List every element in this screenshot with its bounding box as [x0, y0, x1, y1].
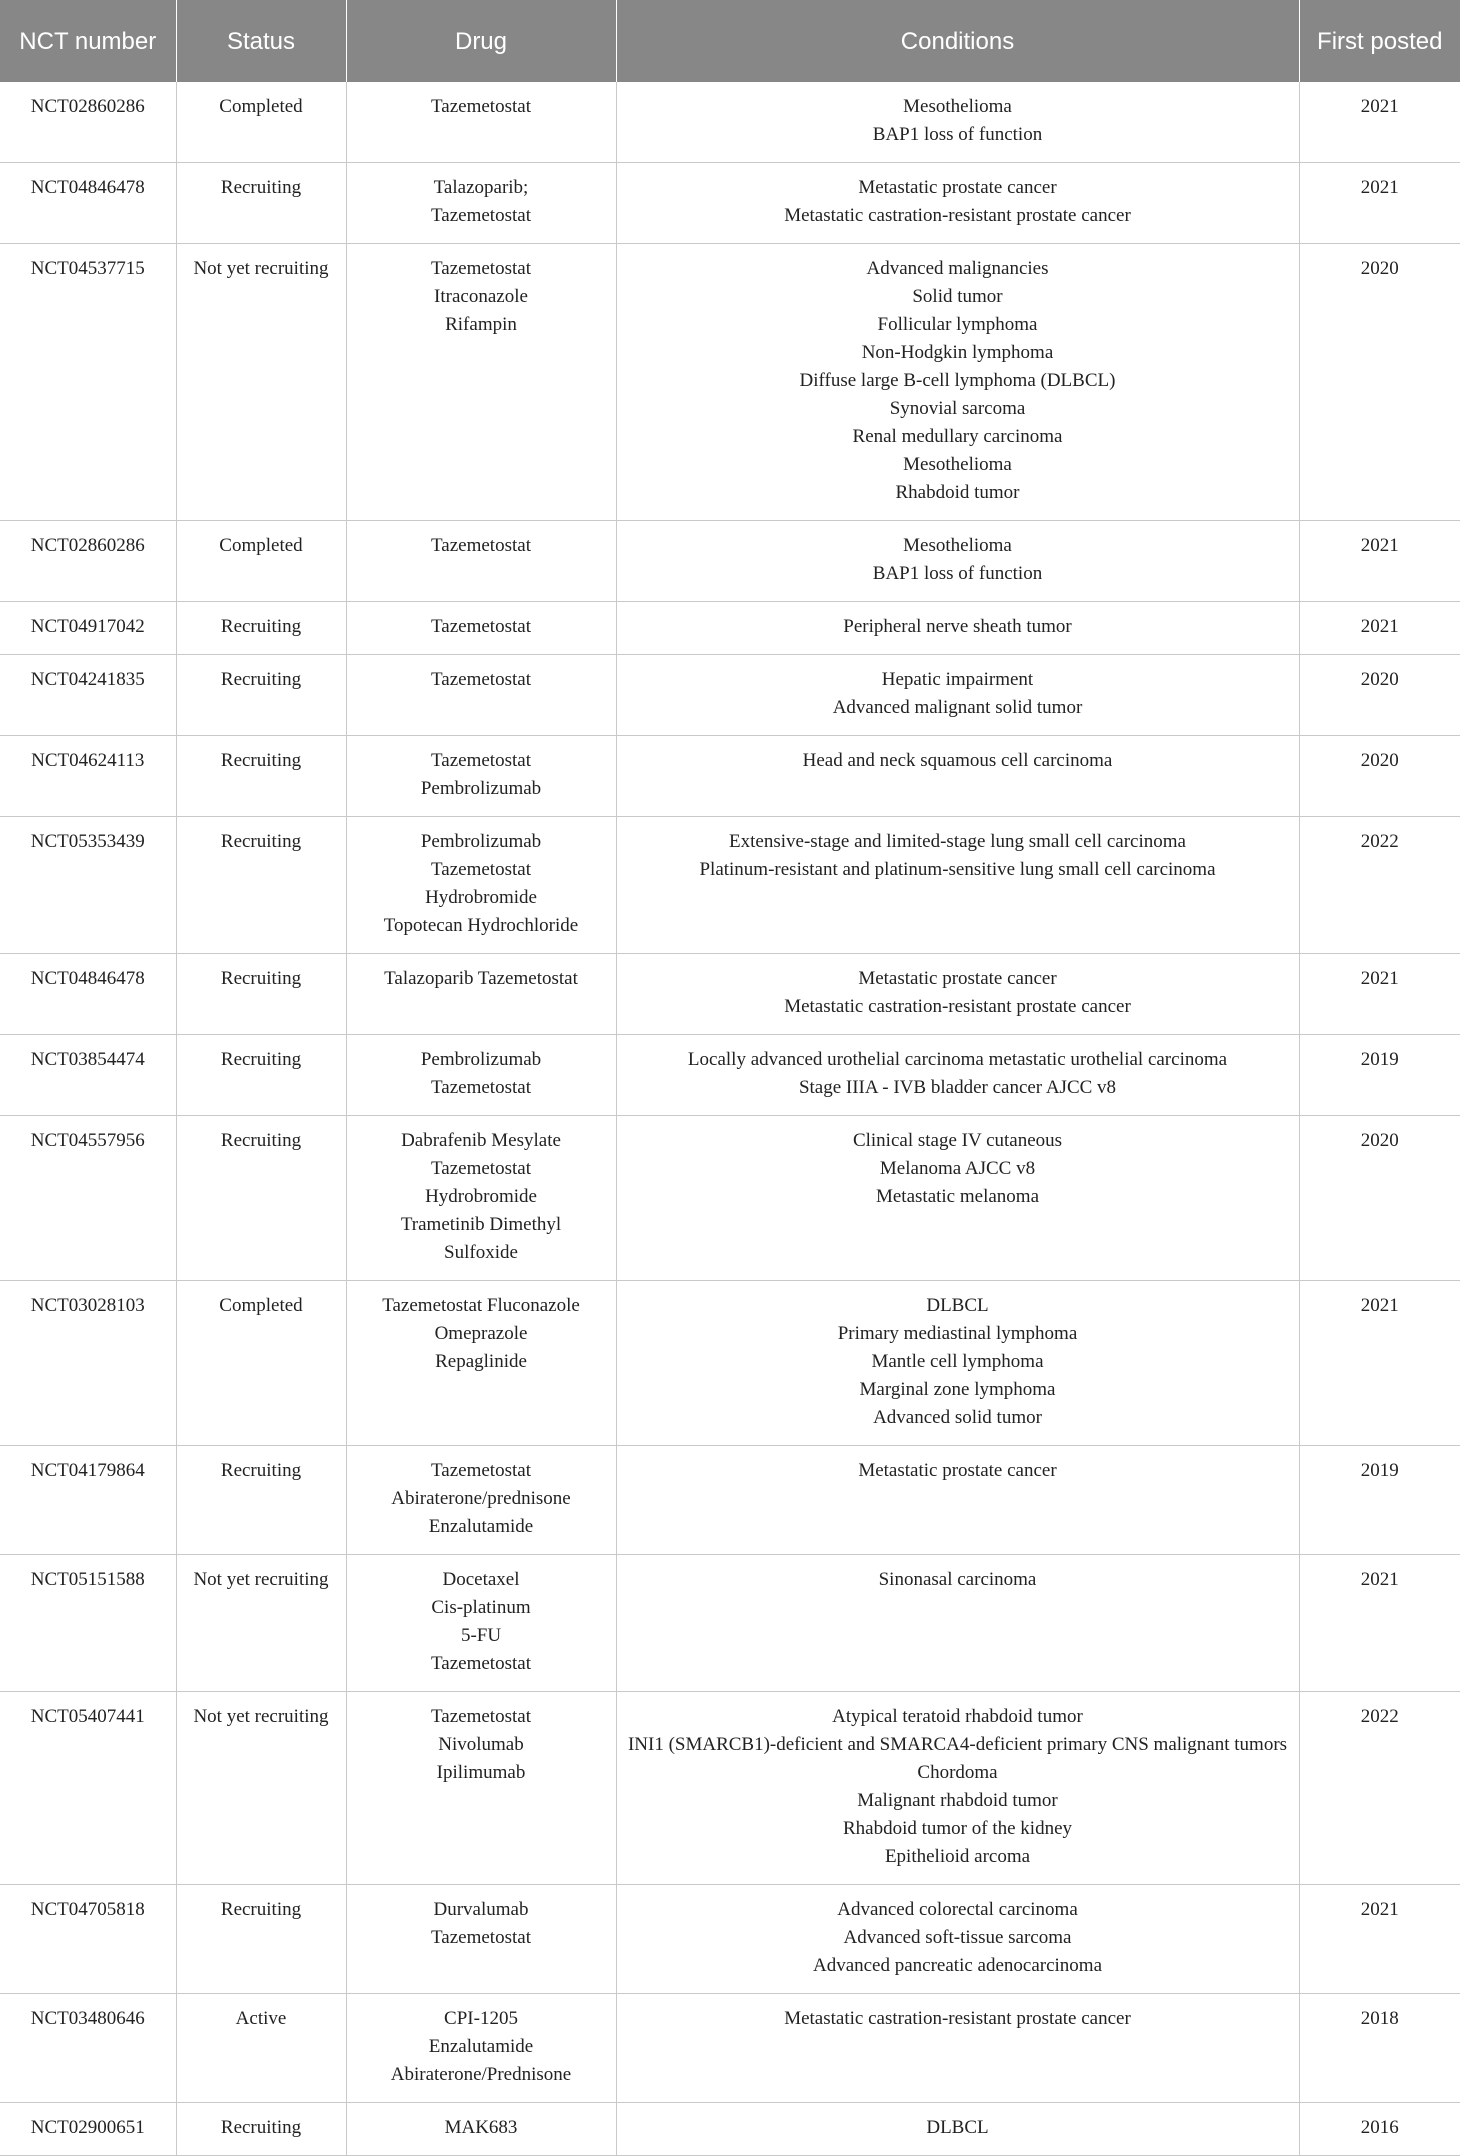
- drug-cell-line: Tazemetostat: [431, 258, 531, 279]
- drug-cell: [346, 82, 616, 163]
- drug-cell-line: Tazemetostat: [431, 1653, 531, 1674]
- nct-number-cell: NCT04537715: [0, 244, 176, 521]
- status-cell: Recruiting: [176, 1116, 346, 1281]
- drug-cell: [346, 655, 616, 736]
- status-cell: Recruiting: [176, 1035, 346, 1116]
- conditions-cell-line: Rhabdoid tumor of the kidney: [842, 1818, 1073, 1839]
- drug-cell-line: Docetaxel: [442, 1569, 520, 1590]
- drug-cell: [346, 1281, 616, 1446]
- drug-cell-line: Tazemetostat: [431, 205, 531, 226]
- conditions-cell-line: INI1 (SMARCB1)-deficient and SMARCA4-deficient primary CNS malignant tumors: [627, 1734, 1288, 1755]
- conditions-cell: [616, 1994, 1299, 2103]
- table-row: [0, 163, 1460, 244]
- drug-cell: [346, 1035, 616, 1116]
- drug-cell-line: 5-FU: [460, 1625, 502, 1646]
- header-drug: Drug: [346, 0, 616, 82]
- table-row: [0, 1885, 1460, 1994]
- conditions-cell-line: Metastatic castration-resistant prostate cancer: [784, 2008, 1131, 2029]
- table-header: [0, 0, 1460, 82]
- conditions-cell-line: Peripheral nerve sheath tumor: [843, 616, 1072, 637]
- drug-cell-line: Abiraterone/prednisone: [391, 1488, 571, 1509]
- nct-number-cell: NCT04846478: [0, 163, 176, 244]
- conditions-cell-line: Follicular lymphoma: [877, 314, 1038, 335]
- first-posted-cell: 2020: [1299, 736, 1460, 817]
- conditions-cell-line: Synovial sarcoma: [889, 398, 1026, 419]
- drug-cell-line: Abiraterone/Prednisone: [390, 2064, 572, 2085]
- nct-number-cell: NCT04846478: [0, 954, 176, 1035]
- conditions-cell-line: Metastatic prostate cancer: [858, 177, 1057, 198]
- drug-cell-line: Tazemetostat: [431, 1706, 531, 1727]
- drug-cell-line: Talazoparib;: [433, 177, 529, 198]
- drug-cell: [346, 1994, 616, 2103]
- conditions-cell-line: Advanced solid tumor: [873, 1407, 1042, 1428]
- drug-cell-line: Itraconazole: [434, 286, 528, 307]
- conditions-cell: [616, 82, 1299, 163]
- drug-cell-line: Talazoparib Tazemetostat: [384, 968, 578, 989]
- conditions-cell-line: Platinum-resistant and platinum-sensitive lung small cell carcinoma: [699, 859, 1216, 880]
- first-posted-cell: 2021: [1299, 82, 1460, 163]
- conditions-cell: [616, 1885, 1299, 1994]
- drug-cell: [346, 1446, 616, 1555]
- conditions-cell-line: Mesothelioma: [903, 454, 1012, 475]
- first-posted-cell: 2019: [1299, 1035, 1460, 1116]
- conditions-cell-line: Epithelioid arcoma: [884, 1846, 1031, 1867]
- conditions-cell: [616, 1446, 1299, 1555]
- table-row: [0, 1281, 1460, 1446]
- first-posted-cell: 2022: [1299, 817, 1460, 954]
- conditions-cell-line: BAP1 loss of function: [872, 563, 1043, 584]
- first-posted-cell: 2021: [1299, 602, 1460, 655]
- conditions-cell: [616, 1281, 1299, 1446]
- drug-cell: [346, 244, 616, 521]
- drug-cell: [346, 736, 616, 817]
- conditions-cell-line: Mesothelioma: [903, 96, 1012, 117]
- status-cell: Recruiting: [176, 817, 346, 954]
- first-posted-cell: 2021: [1299, 1555, 1460, 1692]
- table-row: [0, 1035, 1460, 1116]
- nct-number-cell: NCT05151588: [0, 1555, 176, 1692]
- conditions-cell-line: Rhabdoid tumor: [895, 482, 1020, 503]
- conditions-cell: [616, 655, 1299, 736]
- conditions-cell: [616, 163, 1299, 244]
- conditions-cell-line: Metastatic prostate cancer: [858, 968, 1057, 989]
- conditions-cell-line: Extensive-stage and limited-stage lung small cell carcinoma: [729, 831, 1186, 852]
- drug-cell-line: Cis-platinum: [431, 1597, 531, 1618]
- first-posted-cell: 2022: [1299, 1692, 1460, 1885]
- drug-cell: [346, 817, 616, 954]
- status-cell: Completed: [176, 82, 346, 163]
- drug-cell: [346, 1555, 616, 1692]
- first-posted-cell: 2021: [1299, 163, 1460, 244]
- table-row: [0, 954, 1460, 1035]
- drug-cell-line: Topotecan Hydrochloride: [383, 915, 579, 936]
- drug-cell-line: Dabrafenib Mesylate: [401, 1130, 561, 1151]
- nct-number-cell: NCT02860286: [0, 521, 176, 602]
- table-row: [0, 655, 1460, 736]
- conditions-cell-line: DLBCL: [926, 2117, 989, 2138]
- drug-cell-line: Enzalutamide: [428, 2036, 534, 2057]
- drug-cell: [346, 1692, 616, 1885]
- conditions-cell-line: Metastatic castration-resistant prostate cancer: [784, 205, 1131, 226]
- status-cell: Recruiting: [176, 163, 346, 244]
- drug-cell-line: Tazemetostat: [431, 616, 531, 637]
- conditions-cell-line: Metastatic melanoma: [875, 1186, 1040, 1207]
- nct-number-cell: NCT02900651: [0, 2103, 176, 2156]
- header-row: [0, 0, 1460, 82]
- conditions-cell-line: Primary mediastinal lymphoma: [837, 1323, 1078, 1344]
- status-cell: Not yet recruiting: [176, 1555, 346, 1692]
- drug-cell-line: Pembrolizumab: [420, 831, 542, 852]
- drug-cell: [346, 1885, 616, 1994]
- drug-cell: [346, 602, 616, 655]
- nct-number-cell: NCT02860286: [0, 82, 176, 163]
- table-row: [0, 1116, 1460, 1281]
- drug-cell-line: Ipilimumab: [436, 1762, 526, 1783]
- table-row: [0, 602, 1460, 655]
- conditions-cell-line: Metastatic prostate cancer: [858, 1460, 1057, 1481]
- drug-cell-line: CPI-1205: [444, 2008, 518, 2029]
- nct-number-cell: NCT05407441: [0, 1692, 176, 1885]
- conditions-cell-line: DLBCL: [926, 1295, 989, 1316]
- status-cell: Completed: [176, 521, 346, 602]
- nct-number-cell: NCT04179864: [0, 1446, 176, 1555]
- drug-cell-line: Sulfoxide: [444, 1242, 518, 1263]
- drug-cell: [346, 1116, 616, 1281]
- table-row: [0, 1994, 1460, 2103]
- table-row: [0, 1446, 1460, 1555]
- conditions-cell: [616, 1555, 1299, 1692]
- table-row: [0, 2103, 1460, 2156]
- drug-cell-line: Pembrolizumab: [420, 778, 542, 799]
- drug-cell: [346, 2103, 616, 2156]
- conditions-cell-line: Renal medullary carcinoma: [852, 426, 1063, 447]
- conditions-cell-line: Solid tumor: [912, 286, 1003, 307]
- first-posted-cell: 2020: [1299, 655, 1460, 736]
- conditions-cell-line: Marginal zone lymphoma: [859, 1379, 1056, 1400]
- first-posted-cell: 2021: [1299, 521, 1460, 602]
- first-posted-cell: 2021: [1299, 1281, 1460, 1446]
- status-cell: Not yet recruiting: [176, 1692, 346, 1885]
- nct-number-cell: NCT04624113: [0, 736, 176, 817]
- header-conditions: Conditions: [616, 0, 1299, 82]
- conditions-cell-line: Melanoma AJCC v8: [879, 1158, 1036, 1179]
- conditions-cell-line: Mesothelioma: [903, 535, 1012, 556]
- drug-cell-line: Tazemetostat: [431, 1927, 531, 1948]
- conditions-cell-line: Metastatic castration-resistant prostate cancer: [784, 996, 1131, 1017]
- conditions-cell-line: Advanced colorectal carcinoma: [837, 1899, 1078, 1920]
- status-cell: Recruiting: [176, 1446, 346, 1555]
- conditions-cell-line: Atypical teratoid rhabdoid tumor: [832, 1706, 1083, 1727]
- first-posted-cell: 2016: [1299, 2103, 1460, 2156]
- conditions-cell: [616, 602, 1299, 655]
- drug-cell-line: Hydrobromide: [425, 887, 537, 908]
- conditions-cell-line: Advanced soft-tissue sarcoma: [843, 1927, 1072, 1948]
- conditions-cell-line: Stage IIIA - IVB bladder cancer AJCC v8: [798, 1077, 1117, 1098]
- table-row: [0, 1555, 1460, 1692]
- conditions-cell-line: Clinical stage IV cutaneous: [852, 1130, 1063, 1151]
- table-row: [0, 736, 1460, 817]
- conditions-cell-line: Malignant rhabdoid tumor: [857, 1790, 1058, 1811]
- first-posted-cell: 2021: [1299, 954, 1460, 1035]
- drug-cell-line: MAK683: [444, 2117, 518, 2138]
- conditions-cell: [616, 2103, 1299, 2156]
- drug-cell-line: Rifampin: [445, 314, 517, 335]
- conditions-cell-line: Mantle cell lymphoma: [871, 1351, 1044, 1372]
- table-row: [0, 244, 1460, 521]
- nct-number-cell: NCT04917042: [0, 602, 176, 655]
- table-row: [0, 82, 1460, 163]
- status-cell: Recruiting: [176, 655, 346, 736]
- drug-cell-line: Repaglinide: [435, 1351, 527, 1372]
- drug-cell-line: Tazemetostat: [431, 1077, 531, 1098]
- header-status: Status: [176, 0, 346, 82]
- table-row: [0, 1692, 1460, 1885]
- drug-cell-line: Nivolumab: [438, 1734, 524, 1755]
- drug-cell-line: Durvalumab: [433, 1899, 529, 1920]
- conditions-cell-line: Chordoma: [917, 1762, 998, 1783]
- conditions-cell: [616, 736, 1299, 817]
- drug-cell: [346, 954, 616, 1035]
- first-posted-cell: 2021: [1299, 1885, 1460, 1994]
- conditions-cell-line: Advanced pancreatic adenocarcinoma: [812, 1955, 1103, 1976]
- conditions-cell-line: Head and neck squamous cell carcinoma: [802, 750, 1113, 771]
- conditions-cell-line: Sinonasal carcinoma: [878, 1569, 1037, 1590]
- conditions-cell-line: BAP1 loss of function: [872, 124, 1043, 145]
- status-cell: Recruiting: [176, 2103, 346, 2156]
- conditions-cell-line: Locally advanced urothelial carcinoma metastatic urothelial carcinoma: [687, 1049, 1228, 1070]
- nct-number-cell: NCT04241835: [0, 655, 176, 736]
- status-cell: Recruiting: [176, 1885, 346, 1994]
- nct-number-cell: NCT03480646: [0, 1994, 176, 2103]
- status-cell: Completed: [176, 1281, 346, 1446]
- drug-cell-line: Tazemetostat: [431, 535, 531, 556]
- conditions-cell-line: Advanced malignant solid tumor: [832, 697, 1083, 718]
- nct-number-cell: NCT03028103: [0, 1281, 176, 1446]
- status-cell: Not yet recruiting: [176, 244, 346, 521]
- conditions-cell: [616, 1116, 1299, 1281]
- drug-cell-line: Tazemetostat: [431, 859, 531, 880]
- status-cell: Recruiting: [176, 736, 346, 817]
- drug-cell: [346, 163, 616, 244]
- conditions-cell-line: Hepatic impairment: [881, 669, 1034, 690]
- nct-number-cell: NCT04557956: [0, 1116, 176, 1281]
- drug-cell-line: Tazemetostat: [431, 750, 531, 771]
- first-posted-cell: 2020: [1299, 244, 1460, 521]
- conditions-cell-line: Advanced malignancies: [866, 258, 1049, 279]
- drug-cell-line: Tazemetostat: [431, 1158, 531, 1179]
- status-cell: Recruiting: [176, 602, 346, 655]
- drug-cell-line: Tazemetostat: [431, 1460, 531, 1481]
- header-nct-number: NCT number: [0, 0, 176, 82]
- table-row: [0, 817, 1460, 954]
- drug-cell-line: Tazemetostat: [431, 96, 531, 117]
- status-cell: Active: [176, 1994, 346, 2103]
- drug-cell-line: Trametinib Dimethyl: [400, 1214, 562, 1235]
- drug-cell-line: Pembrolizumab: [420, 1049, 542, 1070]
- drug-cell-line: Enzalutamide: [428, 1516, 534, 1537]
- first-posted-cell: 2018: [1299, 1994, 1460, 2103]
- conditions-cell-line: Diffuse large B-cell lymphoma (DLBCL): [799, 370, 1116, 391]
- nct-number-cell: NCT04705818: [0, 1885, 176, 1994]
- conditions-cell: [616, 1692, 1299, 1885]
- drug-cell-line: Hydrobromide: [425, 1186, 537, 1207]
- drug-cell: [346, 521, 616, 602]
- conditions-cell: [616, 521, 1299, 602]
- table-body: [0, 82, 1460, 2156]
- conditions-cell: [616, 1035, 1299, 1116]
- status-cell: Recruiting: [176, 954, 346, 1035]
- drug-cell-line: Tazemetostat: [431, 669, 531, 690]
- header-first-posted: First posted: [1299, 0, 1460, 82]
- nct-number-cell: NCT03854474: [0, 1035, 176, 1116]
- conditions-cell: [616, 954, 1299, 1035]
- conditions-cell-line: Non-Hodgkin lymphoma: [861, 342, 1054, 363]
- conditions-cell: [616, 244, 1299, 521]
- first-posted-cell: 2020: [1299, 1116, 1460, 1281]
- conditions-cell: [616, 817, 1299, 954]
- first-posted-cell: 2019: [1299, 1446, 1460, 1555]
- drug-cell-line: Omeprazole: [434, 1323, 528, 1344]
- table-row: [0, 521, 1460, 602]
- nct-number-cell: NCT05353439: [0, 817, 176, 954]
- drug-cell-line: Tazemetostat Fluconazole: [382, 1295, 580, 1316]
